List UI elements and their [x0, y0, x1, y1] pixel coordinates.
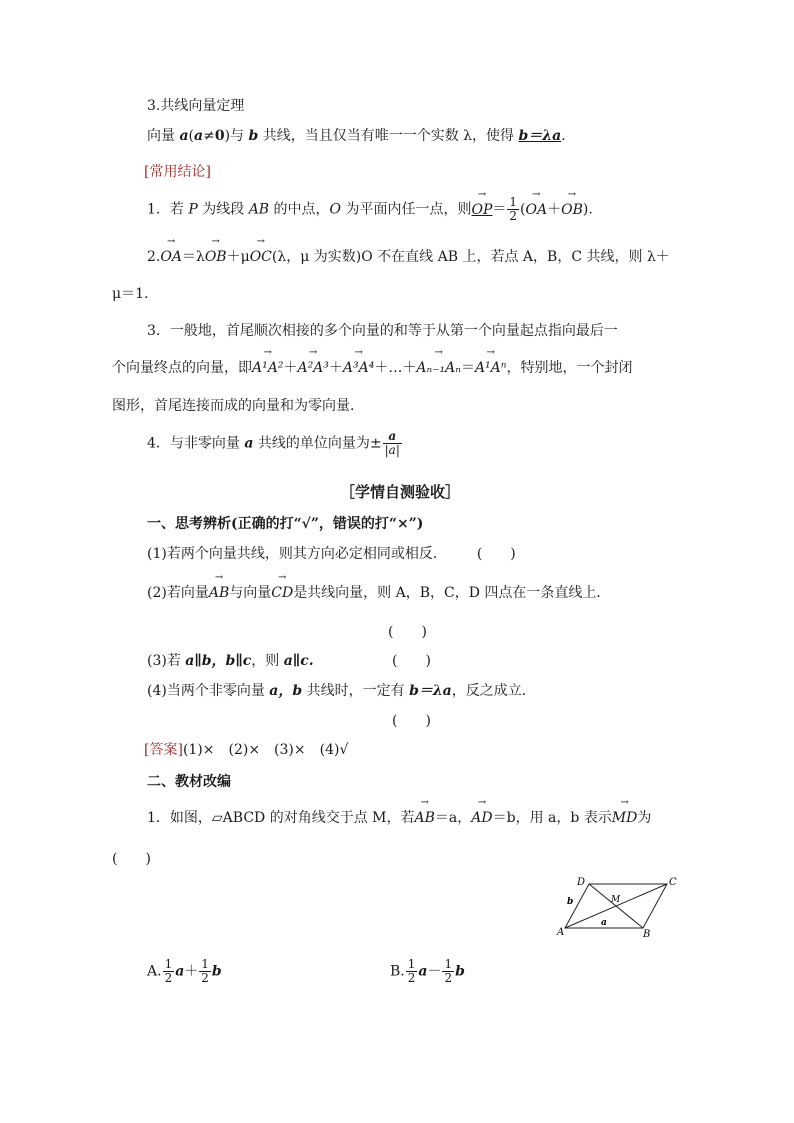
- question-4: (4)当两个非零向量 a，b 共线时，一定有 b＝λa，反之成立．: [147, 683, 536, 699]
- point-M: M: [611, 895, 621, 905]
- option-A: A. $\frac{1}{2}$ a＋ $\frac{1}{2}$ b: [147, 957, 222, 985]
- question-2-paren: ( ): [388, 624, 427, 640]
- vertex-C: C: [669, 877, 677, 888]
- answer-line: [答案](1)× (2)× (3)× (4)√: [144, 742, 349, 758]
- conclusion-3-line3: 图形，首尾连接而成的向量和为零向量.: [112, 398, 355, 414]
- part1-title: 一、思考辨析(正确的打“√”，错误的打“×”): [147, 516, 424, 532]
- question-3: (3)若 a∥b，b∥c，则 a∥c.: [147, 653, 314, 669]
- question-4-paren: ( ): [392, 713, 431, 729]
- selftest-banner: ［学情自测验收］: [340, 483, 461, 501]
- question-2: (2)若向量→ AB与向量→ CD是共线向量，则 A，B，C，D 四点在一条直线上．: [147, 583, 610, 603]
- option-B: B. $\frac{1}{2}$ a－ $\frac{1}{2}$ b: [390, 957, 465, 985]
- parallelogram-figure: [555, 873, 685, 939]
- conclusion-2-cont: μ＝1.: [112, 286, 149, 302]
- diagonal-BD: [589, 884, 643, 928]
- theorem-statement: 向量 a(a≠0)与 b 共线，当且仅当有唯一一个实数 λ，使得 b＝λa.: [147, 128, 566, 144]
- conclusion-3-line2: 个向量终点的向量，即→ A¹A²＋→ A²A³＋→ A³A⁴＋…＋→ Aₙ₋₁Aₙ＝→ A¹Aⁿ，特别地，一个封闭: [112, 358, 632, 378]
- conclusion-1: 1．若 P 为线段 AB 的中点，O 为平面内任一点，则→ OP＝ $\frac{1}{2}$ (→ OA＋→ OB).: [147, 196, 593, 223]
- question-1: (1)若两个向量共线，则其方向必定相同或相反． ( ): [147, 546, 516, 562]
- conclusion-4: 4．与非零向量 a 共线的单位向量为± $\frac{a}{|a|}$: [147, 429, 400, 457]
- answer-paren: ( ): [476, 546, 516, 562]
- vertex-D: D: [577, 877, 586, 888]
- problem-1-paren: ( ): [112, 851, 151, 867]
- vertex-A: A: [557, 927, 565, 938]
- conclusion-2: 2.→ OA＝λ→ OB＋μ→ OC(λ，μ 为实数)O 不在直线 AB 上，若点 A，B，C 共线，则 λ＋: [147, 247, 670, 267]
- side-b-label: b: [567, 897, 574, 907]
- theorem-equation: b＝λa: [518, 128, 562, 144]
- side-a-label: a: [601, 918, 607, 928]
- theorem-heading: 3.共线向量定理: [147, 98, 245, 114]
- conclusion-3-line1: 3．一般地，首尾顺次相接的多个向量的和等于从第一个向量起点指向最后一: [147, 323, 618, 339]
- problem-1: 1．如图，▱ABCD 的对角线交于点 M，若→ AB＝a，→ AD＝b，用 a，b 表示→ MD为: [147, 808, 651, 828]
- part2-title: 二、教材改编: [147, 774, 231, 790]
- conclusions-tag: [常用结论]: [144, 164, 211, 180]
- question-3-paren: ( ): [392, 653, 431, 669]
- vertex-B: B: [643, 929, 651, 939]
